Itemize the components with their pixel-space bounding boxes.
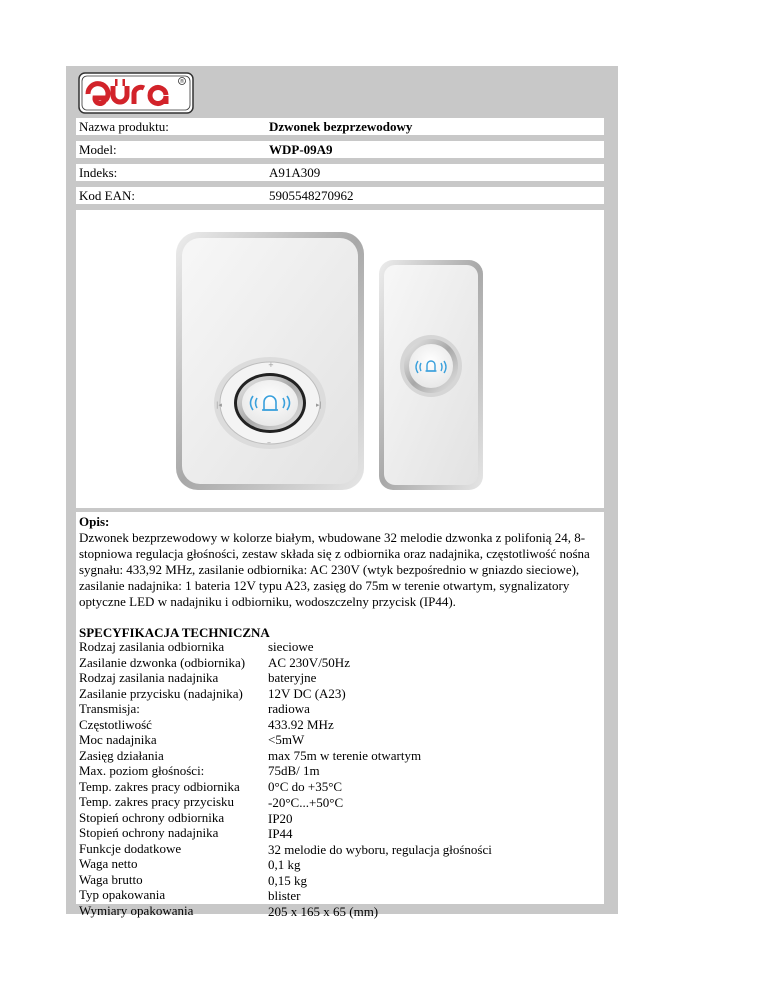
row-model — [76, 141, 604, 158]
receiver-device — [176, 232, 364, 490]
spec-label: Max. poziom głośności: — [79, 763, 205, 778]
svg-text:▸|: ▸| — [316, 401, 322, 409]
spec-value: sieciowe — [268, 639, 314, 654]
row-index — [76, 164, 604, 181]
spec-label: Waga netto — [79, 856, 138, 871]
spec-value: 12V DC (A23) — [268, 685, 346, 701]
spec-label: Wymiary opakowania — [79, 902, 194, 918]
spec-value: 0,15 kg — [268, 872, 307, 888]
spec-value: -20°C...+50°C — [268, 794, 344, 810]
spec-value: bateryjne — [268, 670, 317, 685]
value-index: A91A309 — [269, 165, 321, 180]
registered-mark: ® — [179, 79, 185, 85]
value-ean: 5905548270962 — [269, 188, 354, 203]
spec-value: AC 230V/50Hz — [268, 654, 350, 670]
spec-label: Stopień ochrony nadajnika — [79, 825, 219, 840]
spec-label: Zasięg działania — [79, 747, 164, 763]
spec-value: 75dB/ 1m — [268, 763, 320, 778]
spec-value: 32 melodie do wyboru, regulacja głośności — [268, 841, 492, 857]
spec-label: Transmisja: — [79, 701, 140, 716]
description-title: Opis: — [79, 514, 110, 529]
transmitter-device — [379, 260, 483, 490]
spec-value: blister — [268, 888, 301, 903]
spec-value: max 75m w terenie otwartym — [268, 747, 422, 763]
value-product-name: Dzwonek bezprzewodowy — [269, 119, 413, 134]
label-ean: Kod EAN: — [79, 188, 135, 203]
description-section — [76, 512, 604, 638]
label-product-name: Nazwa produktu: — [79, 119, 169, 134]
spec-value: <5mW — [268, 732, 305, 747]
svg-text:|◂: |◂ — [216, 401, 222, 409]
spec-label: Waga brutto — [79, 871, 143, 887]
spec-label: Częstotliwość — [79, 716, 152, 732]
spec-label: Zasilanie przycisku (nadajnika) — [79, 685, 243, 701]
spec-value: radiowa — [268, 701, 310, 716]
spec-value: IP20 — [268, 810, 293, 826]
spec-label: Stopień ochrony odbiornika — [79, 809, 225, 825]
spec-labels — [79, 639, 245, 918]
specification-title: SPECYFIKACJA TECHNICZNA — [79, 625, 270, 640]
spec-label: Rodzaj zasilania odbiornika — [79, 639, 225, 654]
spec-label: Moc nadajnika — [79, 732, 157, 747]
product-photo — [76, 210, 604, 508]
spec-value: IP44 — [268, 826, 293, 841]
spec-label: Rodzaj zasilania nadajnika — [79, 670, 219, 685]
label-index: Indeks: — [79, 165, 118, 180]
row-ean — [76, 187, 604, 204]
description-body: Dzwonek bezprzewodowy w kolorze białym, wbudowane 32 melodie dzwonka z polifonią 24, 8-stopniowa regulacja głośności, zestaw składa się z odbiornika oraz nadajnika, częstotliwość nośna sygnału: 433,92 MHz, zasilanie odbiornika: AC 230V (wtyk bezpośrednio w gniazdo sieciowe), zasilanie nadajnika: 1 bateria 12V typu A23, zasięg do 75m w terenie otwartym, sygnalizatory optyczne LED w nadajniku i odbiorniku, wodoszczelny przycisk (IP44). — [79, 530, 590, 609]
spec-label: Typ opakowania — [79, 887, 166, 902]
spec-value: 0,1 kg — [268, 857, 301, 872]
row-product-name — [76, 118, 604, 135]
spec-label: Zasilanie dzwonka (odbiornika) — [79, 654, 246, 670]
spec-values — [268, 639, 492, 919]
spec-label: Funkcje dodatkowe — [79, 840, 182, 856]
svg-text:–: – — [267, 438, 271, 447]
spec-label: Temp. zakres pracy odbiornika — [79, 778, 240, 794]
svg-text:+: + — [268, 361, 274, 369]
spec-value: 433.92 MHz — [268, 716, 334, 732]
label-model: Model: — [79, 142, 117, 157]
brand-logo — [78, 72, 194, 114]
specification-section — [76, 622, 604, 919]
spec-value: 205 x 165 x 65 (mm) — [268, 903, 379, 919]
spec-value: 0°C do +35°C — [268, 778, 343, 794]
value-model: WDP-09A9 — [269, 142, 333, 157]
spec-label: Temp. zakres pracy przycisku — [79, 794, 235, 809]
